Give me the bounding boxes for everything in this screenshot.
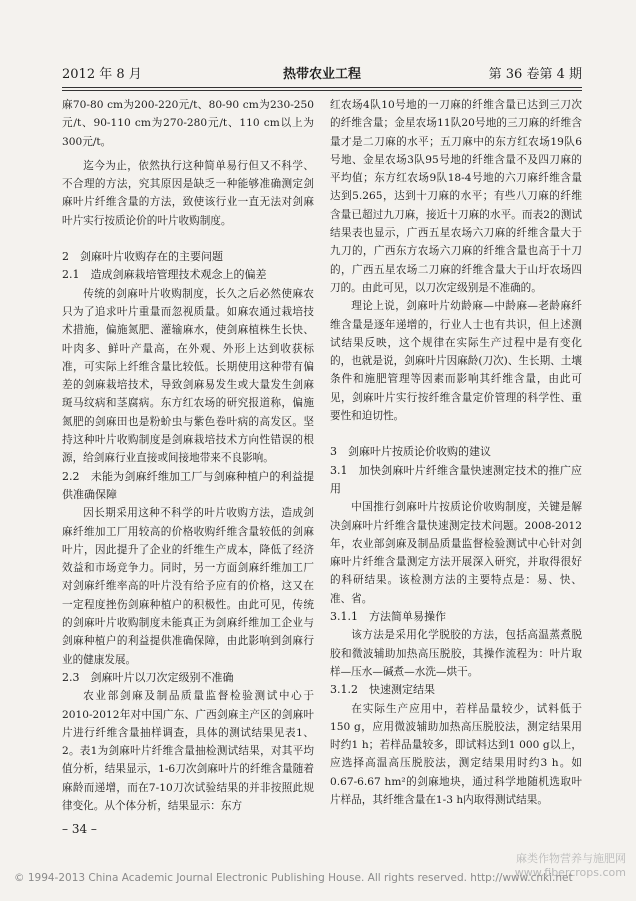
paragraph: 麻70-80 cm为200-220元/t、80-90 cm为230-250元/t、90-110 cm为270-280元/t、110 cm以上为300元/t。	[62, 99, 314, 148]
header-rule-thick	[62, 87, 582, 88]
right-column	[330, 96, 582, 809]
volume-issue: 第 36 卷第 4 期	[488, 67, 582, 82]
subsection-heading: 2.2 未能为剑麻纤维加工厂与剑麻种植户的利益提供准确保障	[62, 469, 314, 501]
copyright-footer: © 1994-2013 China Academic Journal Electronic Publishing House. All rights reserved. http://www.cnki.net	[14, 872, 573, 884]
issue-date: 2012 年 8 月	[62, 67, 142, 82]
watermark-url: www.fibercrops.com	[514, 866, 626, 879]
page-number: – 34 –	[62, 822, 97, 836]
running-header	[62, 64, 582, 86]
left-column	[62, 96, 314, 815]
watermark-name: 麻类作物营养与施肥网	[516, 852, 626, 865]
paragraph: 理论上说，剑麻叶片幼龄麻—中龄麻—老龄麻纤维含量是逐年递增的，行业人士也有共识，但上述测试结果反映，这个规律在实际生产过程中是有变化的，也就是说，剑麻叶片因麻龄(刀次)、生长期、土壤条件和施肥管理等因素而影响其纤维含量，由此可见，剑麻叶片实行按纤维含量定价管理的科学性、重要性和迫切性。	[330, 300, 582, 423]
paragraph: 农业部剑麻及制品质量监督检验测试中心于2010-2012年对中国广东、广西剑麻主产区的剑麻叶片进行纤维含量抽样调查，具体的测试结果见表1、2。表1为剑麻叶片纤维含量抽检测试结果，对其平均值分析，结果显示，1-6刀次剑麻叶片的纤维含量随着麻龄而递增，而在7-10刀次试验结果的并非按照此规律变化。从个体分析，结果显示：东方	[62, 690, 314, 812]
subsection-heading: 2.1 造成剑麻栽培管理技术观念上的偏差	[62, 268, 267, 282]
section-heading: 2 剑麻叶片收购存在的主要问题	[62, 250, 223, 264]
subsubsection-heading: 3.1.2 快速测定结果	[330, 683, 435, 697]
paragraph: 在实际生产应用中，若样品量较少，试料低于150 g，应用微波辅助加热高压脱胶法，测定结果用时约1 h；若样品量较多，即试料达到1 000 g以上，应选择高温高压脱胶法，测定结果用时约3 h。如0.67-6.67 hm²的剑麻地块，通过科学地随机选取叶片样品，其纤维含量在1-3 h内取得测试结果。	[330, 702, 582, 806]
paragraph: 因长期采用这种不科学的叶片收购方法，造成剑麻纤维加工厂用较高的价格收购纤维含量较低的剑麻叶片，因此提升了企业的纤维生产成本，降低了经济效益和市场竞争力。同时，另一方面剑麻纤维加工厂对剑麻纤维率高的叶片没有给予应有的价格，这又在一定程度挫伤剑麻种植户的积极性。由此可见，传统的剑麻叶片收购制度未能真正为剑麻纤维加工企业与剑麻种植户的利益提供准确保障，由此影响到剑麻行业的健康发展。	[62, 507, 314, 666]
paragraph: 该方法是采用化学脱胶的方法，包括高温蒸煮脱胶和微波辅助加热高压脱胶，其操作流程为：叶片取样—压水—碱煮—水洗—烘干。	[330, 629, 582, 678]
header-rule-thin	[62, 90, 582, 91]
journal-title: 热带农业工程	[282, 67, 361, 82]
subsection-heading: 2.3 剑麻叶片以刀次定级别不准确	[62, 670, 234, 684]
paragraph: 中国推行剑麻叶片按质论价收购制度，关键是解决剑麻叶片纤维含量快速测定技术问题。2008-2012年，农业部剑麻及制品质量监督检验测试中心针对剑麻叶片纤维含量测定方法开展深入研究，并取得很好的科研结果。该检测方法的主要特点是：易、快、准、省。	[330, 501, 582, 605]
paragraph: 传统的剑麻叶片收购制度，长久之后必然使麻农只为了追求叶片重量而忽视质量。如麻农通过栽培技术措施，偏施氮肥、灌输麻水，使剑麻植株生长快、叶肉多、鲜叶产量高，在外观、外形上达到收获标准，可实际上纤维含量比较低。长期使用这种带有偏差的剑麻栽培技术，导致剑麻易发生或大量发生剑麻斑马纹病和茎腐病。东方红农场的研究报道称，偏施氮肥的剑麻田也是粉蚧虫与紫色卷叶病的高发区。坚持这种叶片收购制度是剑麻栽培技术方向性错误的根源，给剑麻行业直接或间接地带来不良影响。	[62, 287, 314, 465]
paragraph: 红农场4队10号地的一刀麻的纤维含量已达到三刀次的纤维含量；金星农场11队20号地的三刀麻的纤维含量才是二刀麻的水平；五刀麻中的东方红农场19队6号地、金星农场3队95号地的纤维含量不及四刀麻的平均值；东方红农场9队18-4号地的六刀麻纤维含量达到5.265，达到十刀麻的水平；有些八刀麻的纤维含量已超过九刀麻，接近十刀麻的水平。而表2的测试结果表也显示，广西五星农场六刀麻的纤维含量大于九刀的，广西东方农场六刀麻的纤维含量也高于十刀的，广西五星农场二刀麻的纤维含量大于山圩农场四刀的。由此可见，以刀次定级别是不准确的。	[330, 99, 582, 294]
paragraph: 迄今为止，依然执行这种简单易行但又不科学、不合理的方法，究其原因是缺乏一种能够准确测定剑麻叶片纤维含量的方法，致使该行业一直无法对剑麻叶片实行按质论价的叶片收购制度。	[62, 159, 314, 227]
subsubsection-heading: 3.1.1 方法简单易操作	[330, 610, 446, 624]
section-heading: 3 剑麻叶片按质论价收购的建议	[330, 445, 491, 459]
subsection-heading: 3.1 加快剑麻叶片纤维含量快速测定技术的推广应用	[330, 463, 582, 495]
